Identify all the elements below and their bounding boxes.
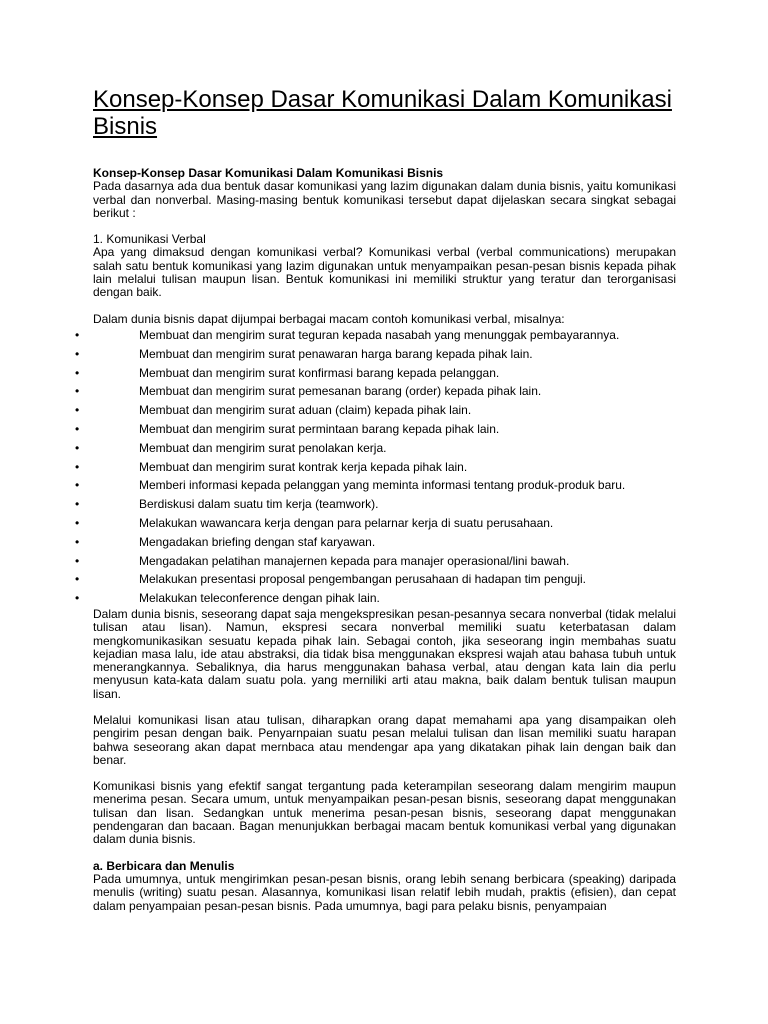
verbal-heading: 1. Komunikasi Verbal xyxy=(93,232,206,247)
bullet-icon: • xyxy=(75,553,80,568)
bullet-icon: • xyxy=(75,403,80,418)
list-item xyxy=(75,476,676,495)
list-item-text: Melakukan presentasi proposal pengembangan perusahaan di hadapan tim penguji. xyxy=(139,572,586,587)
list-item-text: Membuat dan mengirim surat pemesanan barang (order) kepada pihak lain. xyxy=(139,384,542,399)
intro-paragraph: Pada dasarnya ada dua bentuk dasar komunikasi yang lazim digunakan dalam dunia bisnis, yaitu komunikasi verbal dan nonverbal. Masing-masing bentuk komunikasi tersebut dapat dijelaskan secara singkat sebagai berikut : xyxy=(93,179,676,220)
bullet-icon: • xyxy=(75,440,80,455)
bullet-icon: • xyxy=(75,497,80,512)
list-item xyxy=(75,514,676,533)
list-item-text: Membuat dan mengirim surat aduan (claim) kepada pihak lain. xyxy=(139,403,472,418)
examples-intro: Dalam dunia bisnis dapat dijumpai berbagai macam contoh komunikasi verbal, misalnya: xyxy=(93,311,565,326)
list-item xyxy=(75,533,676,552)
list-item xyxy=(75,439,676,458)
list-item-text: Membuat dan mengirim surat permintaan barang kepada pihak lain. xyxy=(139,421,500,436)
list-item-text: Membuat dan mengirim surat konfirmasi barang kepada pelanggan. xyxy=(139,365,500,380)
bullet-icon: • xyxy=(75,459,80,474)
examples-list xyxy=(75,326,676,608)
page-title: Konsep-Konsep Dasar Komunikasi Dalam Komunikasi Bisnis xyxy=(93,86,672,140)
list-item-text: Melakukan wawancara kerja dengan para pelarnar kerja di suatu perusahaan. xyxy=(139,515,554,530)
list-item-text: Membuat dan mengirim surat penawaran harga barang kepada pihak lain. xyxy=(139,346,533,361)
list-item xyxy=(75,401,676,420)
spacer xyxy=(93,847,676,860)
bullet-icon: • xyxy=(75,572,80,587)
efektif-paragraph: Komunikasi bisnis yang efektif sangat tergantung pada keterampilan seseorang dalam mengirim maupun menerima pesan. Secara umum, untuk menyampaikan pesan-pesan bisnis, seseorang dapat menggunakan tulisan dan lisan. Sedangkan untuk menerima pesan-pesan bisnis, seseorang dapat menggunakan pendengaran dan bacaan. Bagan menunjukkan berbagai macam bentuk komunikasi verbal yang digunakan dalam dunia bisnis. xyxy=(93,779,676,847)
list-item xyxy=(75,458,676,477)
bullet-icon: • xyxy=(75,591,80,606)
list-item xyxy=(75,570,676,589)
verbal-definition-paragraph: Apa yang dimaksud dengan komunikasi verbal? Komunikasi verbal (verbal communications) merupakan salah satu bentuk komunikasi yang lazim digunakan untuk menyampaikan pesan-pesan bisnis kepada pihak lain melalui tulisan maupun lisan. Bentuk komunikasi ini memiliki struktur yang teratur dan terorganisasi dengan baik. xyxy=(93,245,676,300)
list-item xyxy=(75,420,676,439)
spacer xyxy=(93,300,676,313)
nonverbal-paragraph: Dalam dunia bisnis, seseorang dapat saja mengekspresikan pesan-pesannya secara nonverbal (tidak melalui tulisan atau lisan). Namun, ekspresi secara nonverbal memiliki suatu keterbatasan dalam mengkomunikasikan sesuatu kepada pihak lain. Sebagai contoh, jika seseorang ingin membahas suatu kejadian masa lalu, ide atau abstraksi, dia tidak bisa menggunakan ekspresi wajah atau bahasa tubuh untuk menerangkannya. Sebaliknya, dia harus menggunakan bahasa verbal, atau dengan kata lain dia perlu menyusun kata-kata dalam suatu pola. yang merniliki arti atau makna, baik dalam bentuk tulisan maupun lisan. xyxy=(93,606,676,701)
list-item-text: Mengadakan briefing dengan staf karyawan. xyxy=(139,534,376,549)
bullet-icon: • xyxy=(75,534,80,549)
subsection-a-heading: a. Berbicara dan Menulis xyxy=(93,858,235,873)
list-item xyxy=(75,552,676,571)
list-item-text: Mengadakan pelatihan manajernen kepada para manajer operasional/lini bawah. xyxy=(139,553,570,568)
list-item-text: Berdiskusi dalam suatu tim kerja (teamwork). xyxy=(139,497,379,512)
bullet-icon: • xyxy=(75,478,80,493)
bullet-icon: • xyxy=(75,384,80,399)
list-item-text: Melakukan teleconference dengan pihak lain. xyxy=(139,591,380,606)
list-item xyxy=(75,345,676,364)
list-item-text: Membuat dan mengirim surat penolakan kerja. xyxy=(139,440,387,455)
list-item xyxy=(75,326,676,345)
list-item xyxy=(75,495,676,514)
section-heading: Konsep-Konsep Dasar Komunikasi Dalam Komunikasi Bisnis xyxy=(93,166,444,180)
bullet-icon: • xyxy=(75,421,80,436)
bullet-icon: • xyxy=(75,365,80,380)
list-item-text: Memberi informasi kepada pelanggan yang meminta informasi tentang produk-produk baru. xyxy=(139,478,626,493)
subsection-a-paragraph: Pada umumnya, untuk mengirimkan pesan-pesan bisnis, orang lebih senang berbicara (speaking) daripada menulis (writing) suatu pesan. Alasannya, komunikasi lisan relatif lebih mudah, praktis (efisien), dan cepat dalam penyampaian pesan-pesan bisnis. Pada umumnya, bagi para pelaku bisnis, penyampaian xyxy=(93,871,676,913)
list-item-text: Membuat dan mengirim surat kontrak kerja kepada pihak lain. xyxy=(139,459,468,474)
list-item xyxy=(75,364,676,383)
lisan-paragraph: Melalui komunikasi lisan atau tulisan, diharapkan orang dapat memahami apa yang disampaikan oleh pengirim pesan dengan baik. Penyarnpaian suatu pesan melalui tulisan dan lisan memiliki suatu harapan bahwa seseorang akan dapat mernbaca atau mendengar apa yang dikatakan pihak lain dengan baik dan benar. xyxy=(93,713,676,767)
document-body xyxy=(75,166,676,913)
bullet-icon: • xyxy=(75,327,80,342)
list-item xyxy=(75,589,676,608)
list-item xyxy=(75,382,676,401)
list-item-text: Membuat dan mengirim surat teguran kepada nasabah yang menunggak pembayarannya. xyxy=(139,327,620,342)
bullet-icon: • xyxy=(75,346,80,361)
bullet-icon: • xyxy=(75,515,80,530)
